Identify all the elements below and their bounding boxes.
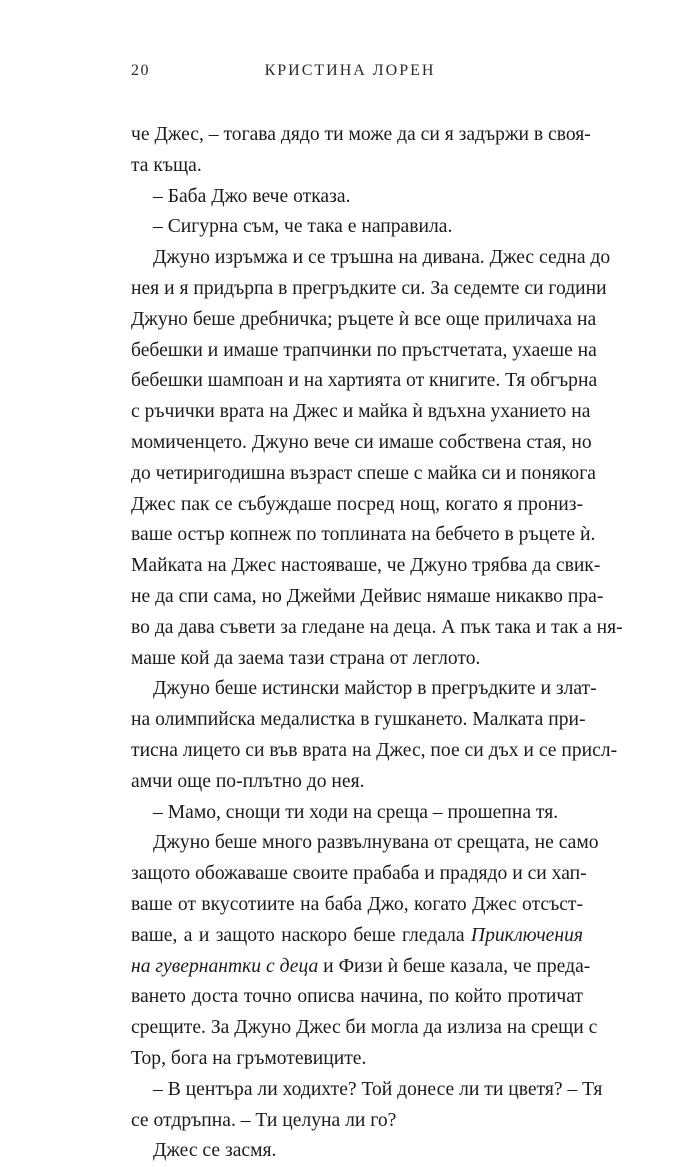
text-line: тисна лицето си във врата на Джес, пое си дъх и се присл- bbox=[131, 739, 618, 761]
text-line: ваше остър копнеж по топлината на бебчето в ръцете ѝ. bbox=[131, 524, 596, 546]
text-line: во да дава съвети за гледане на деца. А пък така и так а ня- bbox=[131, 616, 623, 638]
text-line: с ръчички врата на Джес и майка ѝ вдъхна уханието на bbox=[131, 401, 591, 423]
text-line: срещите. За Джуно Джес би могла да излиза на срещи с bbox=[131, 1017, 598, 1039]
text-line: Майката на Джес настояваше, че Джуно трябва да свик- bbox=[131, 555, 601, 577]
text-line: Джес пак се събуждаше посред нощ, когато я прониз- bbox=[131, 493, 583, 515]
text-line: Джуно беше истински майстор в прегръдките и злат- bbox=[153, 678, 597, 700]
text-line: Джуно изръмжа и се тръшна на дивана. Джес седна до bbox=[153, 247, 611, 269]
text-line: Тор, бога на гръмотевиците. bbox=[131, 1047, 367, 1069]
text-line: че Джес, – тогава дядо ти може да си я задържи в своя- bbox=[131, 124, 591, 145]
text-line: бебешки и имаше трапчинки по пръстчетата, ухаеше на bbox=[131, 339, 597, 361]
text-line: момиченцето. Джуно вече си имаше собствена стая, но bbox=[131, 431, 592, 453]
text-line: ваше, а и защото наскоро беше гледала Приключения bbox=[131, 924, 583, 946]
running-title: КРИСТИНА ЛОРЕН bbox=[264, 62, 436, 79]
text-line: Джуно беше много развълнувана от срещата, не само bbox=[153, 832, 599, 854]
text-line: защото обожаваше своите прабаба и прадядо и си хап- bbox=[131, 863, 587, 885]
text-line: Джес се засмя. bbox=[153, 1140, 277, 1162]
text-line: на олимпийска медалистка в гушкането. Малката при- bbox=[131, 709, 586, 731]
italic-title: Приключения bbox=[470, 924, 583, 946]
text-line: не да спи сама, но Джейми Дейвис нямаше никакво пра- bbox=[131, 585, 604, 607]
text-line: се отдръпна. – Ти целуна ли го? bbox=[131, 1109, 397, 1131]
text-line: маше кой да заема тази страна от леглото. bbox=[131, 647, 481, 669]
running-head bbox=[0, 62, 700, 92]
text-line: – Баба Джо вече отказа. bbox=[153, 185, 351, 207]
text-line: – Мамо, снощи ти ходи на среща – прошепна тя. bbox=[153, 801, 559, 823]
text-line: бебешки шампоан и на хартията от книгите. Тя обгърна bbox=[131, 370, 598, 392]
text-line: до четиригодишна възраст спеше с майка си и понякога bbox=[131, 462, 596, 484]
text-line: – Сигурна съм, че така е направила. bbox=[153, 216, 453, 238]
italic-title: на гувернантки с деца bbox=[131, 955, 319, 977]
text-line: нея и я придърпа в прегръдките си. За седемте си години bbox=[131, 277, 607, 299]
text-line: на гувернантки с деца и Физи ѝ беше казала, че преда- bbox=[131, 955, 591, 977]
text-line: ваше от вкусотиите на баба Джо, когато Джес отсъст- bbox=[131, 893, 583, 915]
text-line: Джуно беше дребничка; ръцете ѝ все още приличаха на bbox=[131, 308, 597, 330]
text-line: ването доста точно описва начина, по който протичат bbox=[131, 986, 583, 1008]
page-number: 20 bbox=[131, 62, 150, 79]
text-line: амчи още по-плътно до нея. bbox=[131, 770, 365, 792]
body-text bbox=[131, 120, 623, 1167]
text-line: та къща. bbox=[131, 154, 202, 176]
text-line: – В центъра ли ходихте? Той донесе ли ти цветя? – Тя bbox=[153, 1078, 603, 1100]
